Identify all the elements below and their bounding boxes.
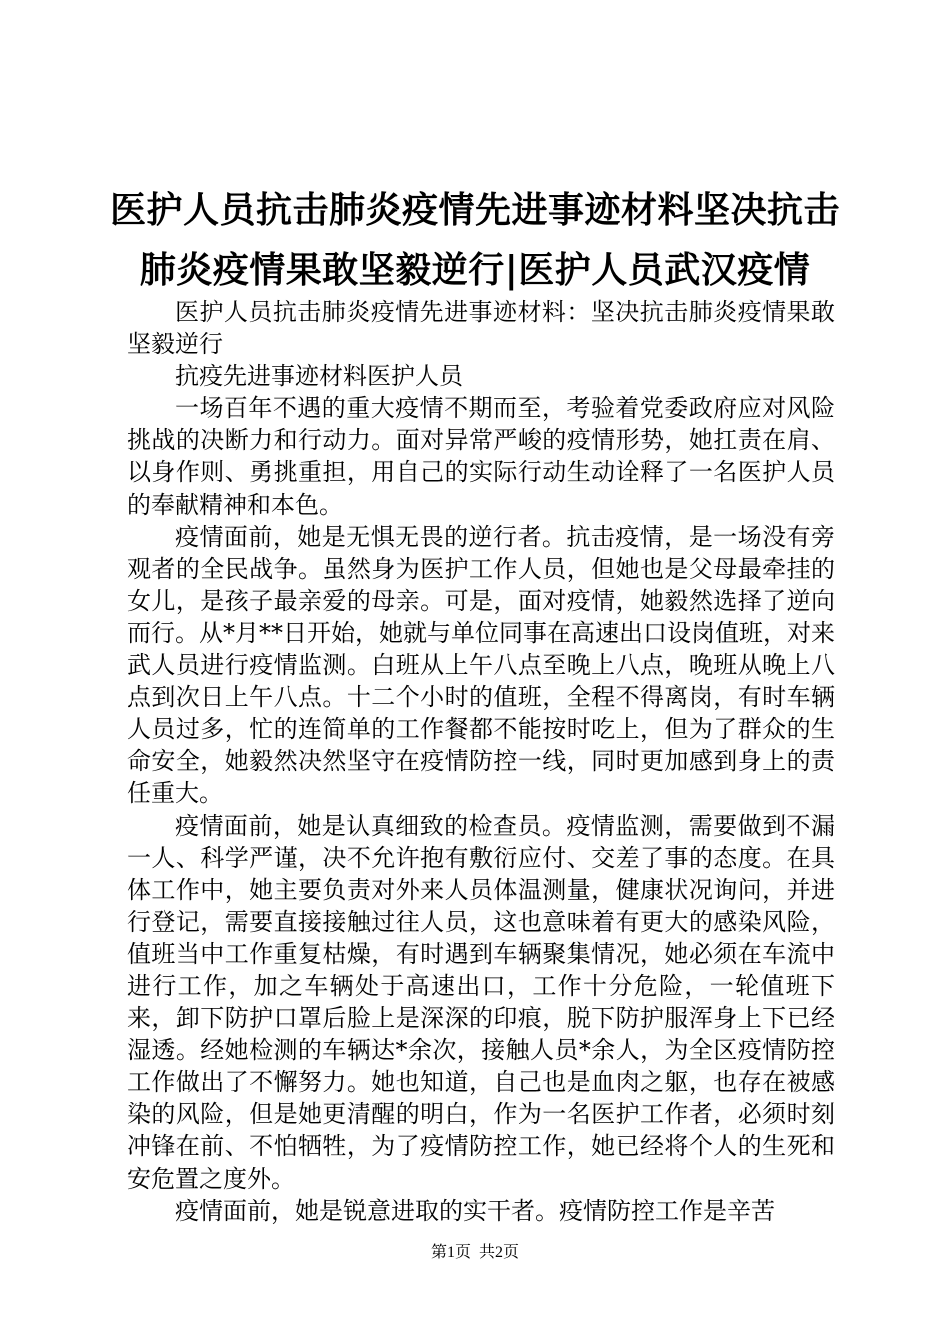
- document-title: 医护人员抗击肺炎疫情先进事迹材料坚决抗击肺炎疫情果敢坚毅逆行|医护人员武汉疫情: [110, 189, 841, 291]
- document-body: [127, 296, 835, 1227]
- page-footer: [0, 1243, 950, 1263]
- paragraph-doer: 疫情面前，她是锐意进取的实干者。疫情防控工作是辛苦: [175, 1196, 775, 1225]
- paragraph-keywords: 抗疫先进事迹材料医护人员: [175, 362, 463, 391]
- paragraph-inspector: 疫情面前，她是认真细致的检查员。疫情监测，需要做到不漏一人、科学严谨，决不允许抱有敷衍应付、交差了事的态度。在具体工作中，她主要负责对外来人员体温测量，健康状况询问，并进行登记，需要直接接触过往人员，这也意味着有更大的感染风险，值班当中工作重复枯燥，有时遇到车辆聚集情况，她必须在车流中进行工作，加之车辆处于高速出口，工作十分危险，一轮值班下来，卸下防护口罩后脸上是深深的印痕，脱下防护服浑身上下已经湿透。经她检测的车辆达*余次，接触人员*余人，为全区疫情防控工作做出了不懈努力。她也知道，自己也是血肉之躯，也存在被感染的风险，但是她更清醒的明白，作为一名医护工作者，必须时刻冲锋在前、不怕牺牲，为了疫情防控工作，她已经将个人的生死和安危置之度外。: [127, 811, 835, 1193]
- page-total: 共2页: [479, 1244, 520, 1261]
- paragraph-intro: 一场百年不遇的重大疫情不期而至，考验着党委政府应对风险挑战的决断力和行动力。面对异常严峻的疫情形势，她扛责在肩、以身作则、勇挑重担，用自己的实际行动生动诠释了一名医护人员的奉献精神和本色。: [127, 394, 835, 519]
- paragraph-retrograde: 疫情面前，她是无惧无畏的逆行者。抗击疫情，是一场没有旁观者的全民战争。虽然身为医护工作人员，但她也是父母最牵挂的女儿，是孩子最亲爱的母亲。可是，面对疫情，她毅然选择了逆向而行。从*月**日开始，她就与单位同事在高速出口设岗值班，对来武人员进行疫情监测。白班从上午八点至晚上八点，晚班从晚上八点到次日上午八点。十二个小时的值班，全程不得离岗，有时车辆人员过多，忙的连简单的工作餐都不能按时吃上，但为了群众的生命安全，她毅然决然坚守在疫情防控一线，同时更加感到身上的责任重大。: [127, 522, 835, 808]
- page-number: 第1页: [430, 1244, 471, 1261]
- paragraph-subtitle: 医护人员抗击肺炎疫情先进事迹材料：坚决抗击肺炎疫情果敢坚毅逆行: [127, 298, 835, 359]
